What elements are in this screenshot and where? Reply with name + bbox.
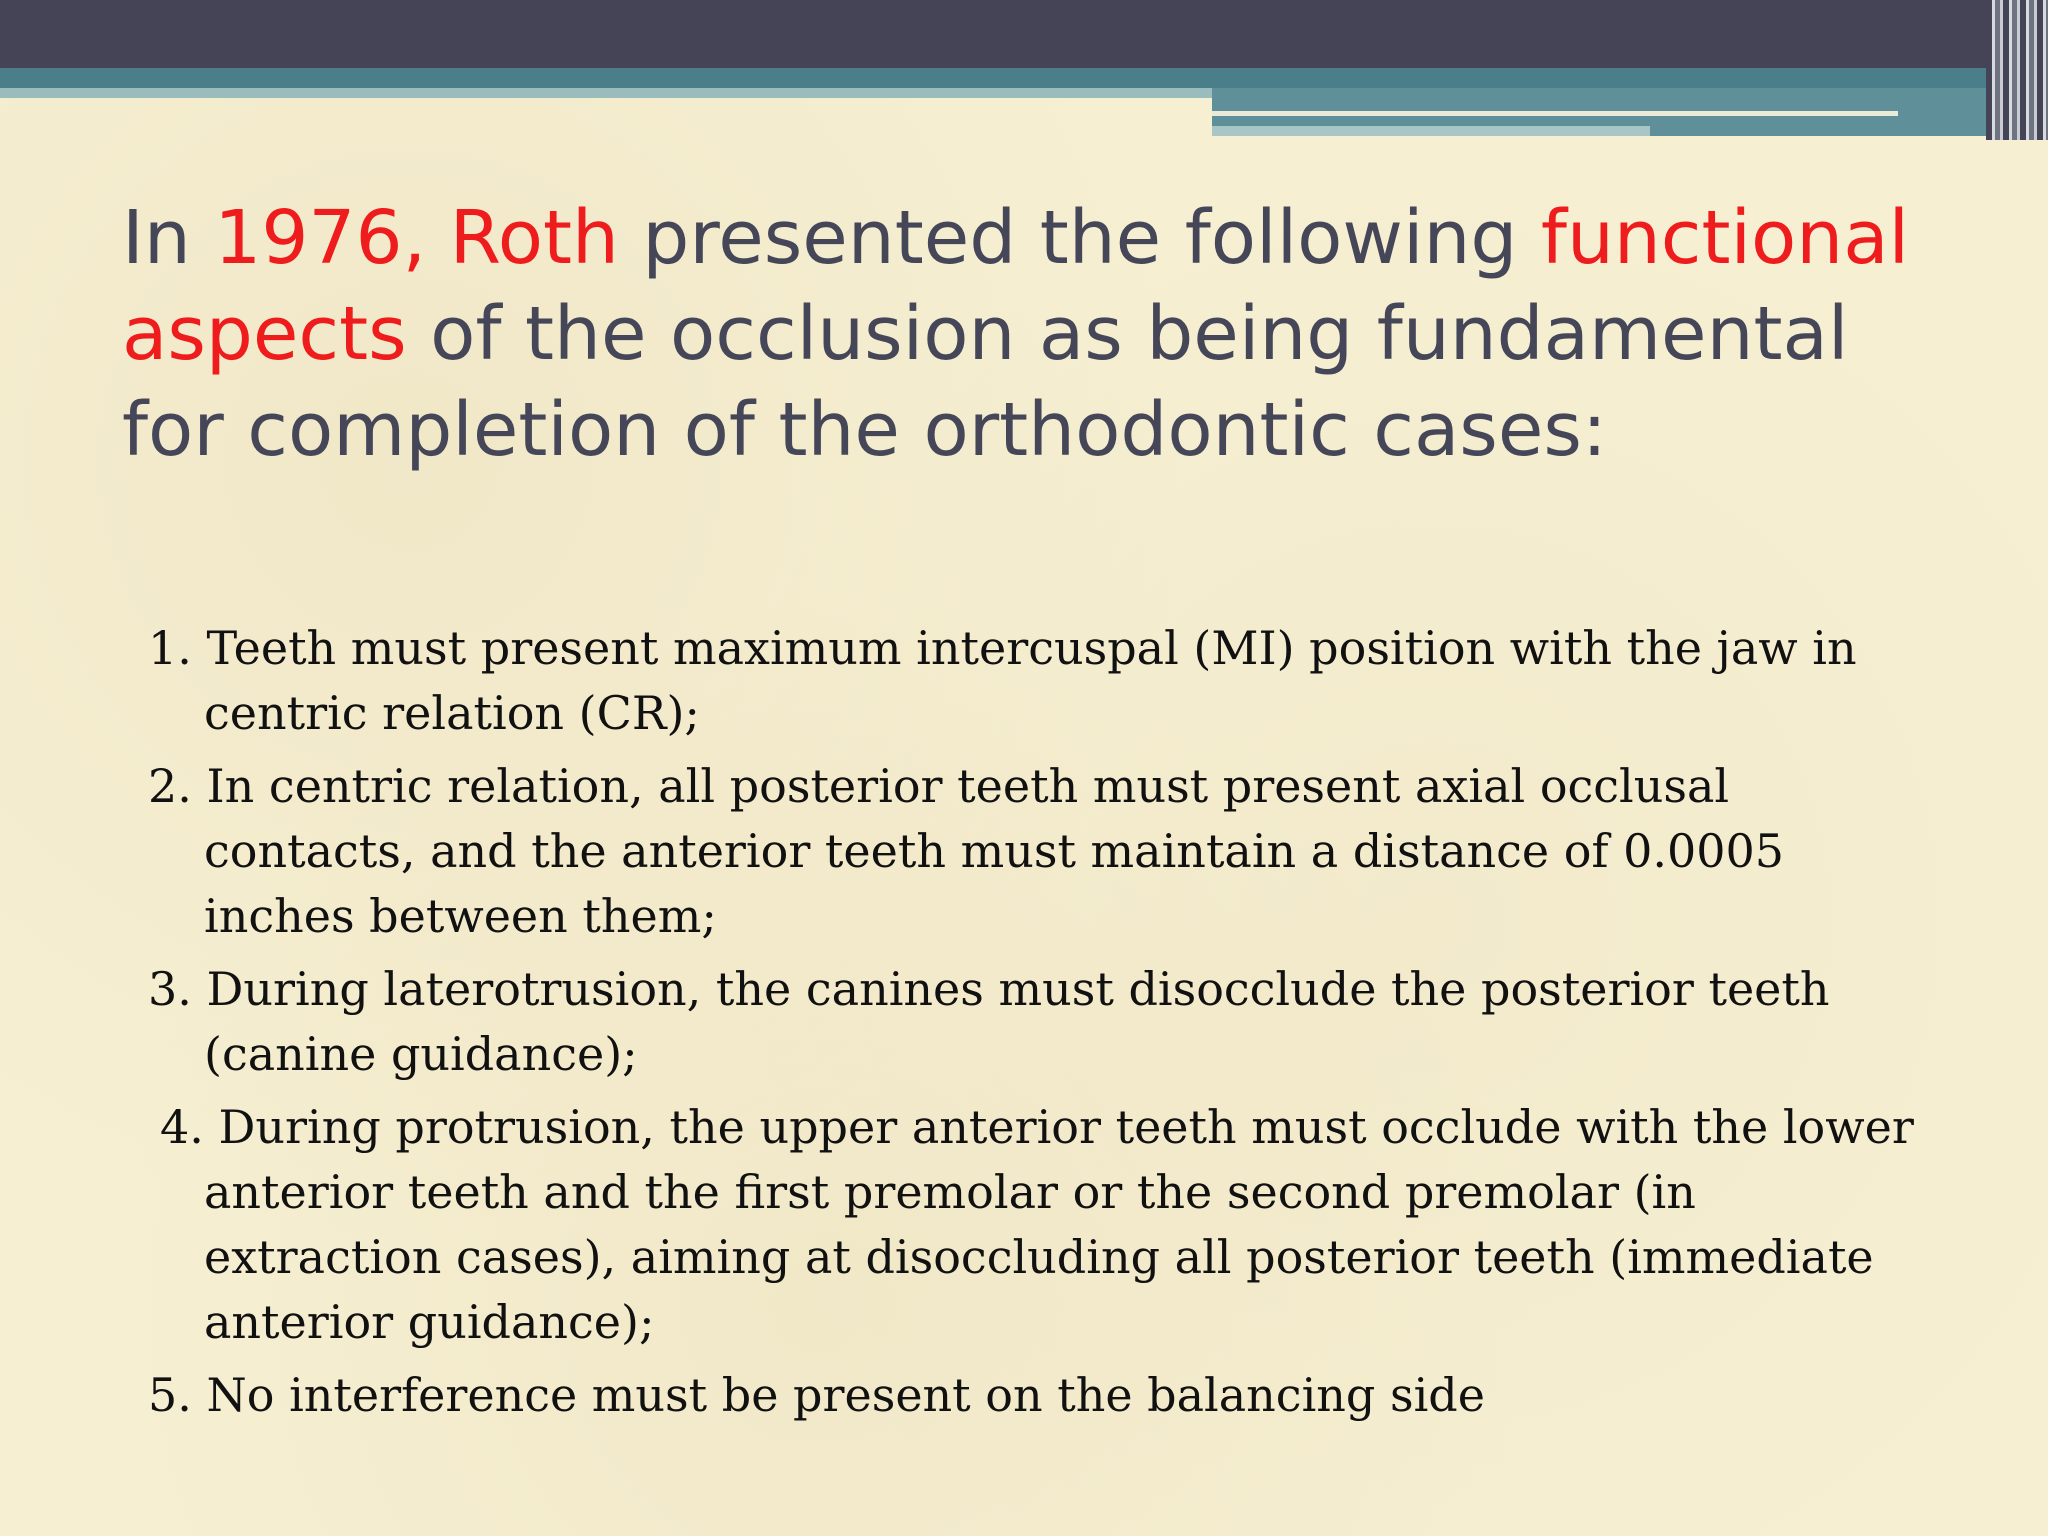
header-accent-strip xyxy=(1212,126,1650,136)
list-item: 1. Teeth must present maximum intercuspal (MI) position with the jaw in centric relation (CR); xyxy=(148,621,1857,740)
header-bar xyxy=(0,0,2048,68)
title-text: presented the following xyxy=(618,195,1541,281)
header-accent-line xyxy=(1212,111,1898,116)
title-text: of the occlusion as being fundamental for completion of the orthodontic cases: xyxy=(122,291,1849,473)
slide-title xyxy=(122,190,1962,478)
list-item: 5. No interference must be present on the balancing side xyxy=(148,1368,1485,1422)
title-highlight-date-author: 1976, Roth xyxy=(214,195,619,281)
title-text: In xyxy=(122,195,215,281)
header-accent-band xyxy=(0,68,2048,88)
occlusion-aspects-list xyxy=(148,616,1928,1436)
title-highlight-functional-aspects: functional aspects xyxy=(122,195,1910,377)
list-item: 2. In centric relation, all posterior teeth must present axial occlusal contacts, and the anterior teeth must maintain a distance of 0.0005 inches between them; xyxy=(148,759,1785,943)
header-stripes xyxy=(1986,0,2048,140)
list-item: 3. During laterotrusion, the canines must disocclude the posterior teeth (canine guidance); xyxy=(148,962,1830,1081)
header-accent-thin-band xyxy=(0,88,1212,98)
list-item: 4. During protrusion, the upper anterior teeth must occlude with the lower anterior teeth and the first premolar or the second premolar (in extraction cases), aiming at disoccluding all posterior teeth (immediate anterior guidance); xyxy=(160,1100,1914,1349)
